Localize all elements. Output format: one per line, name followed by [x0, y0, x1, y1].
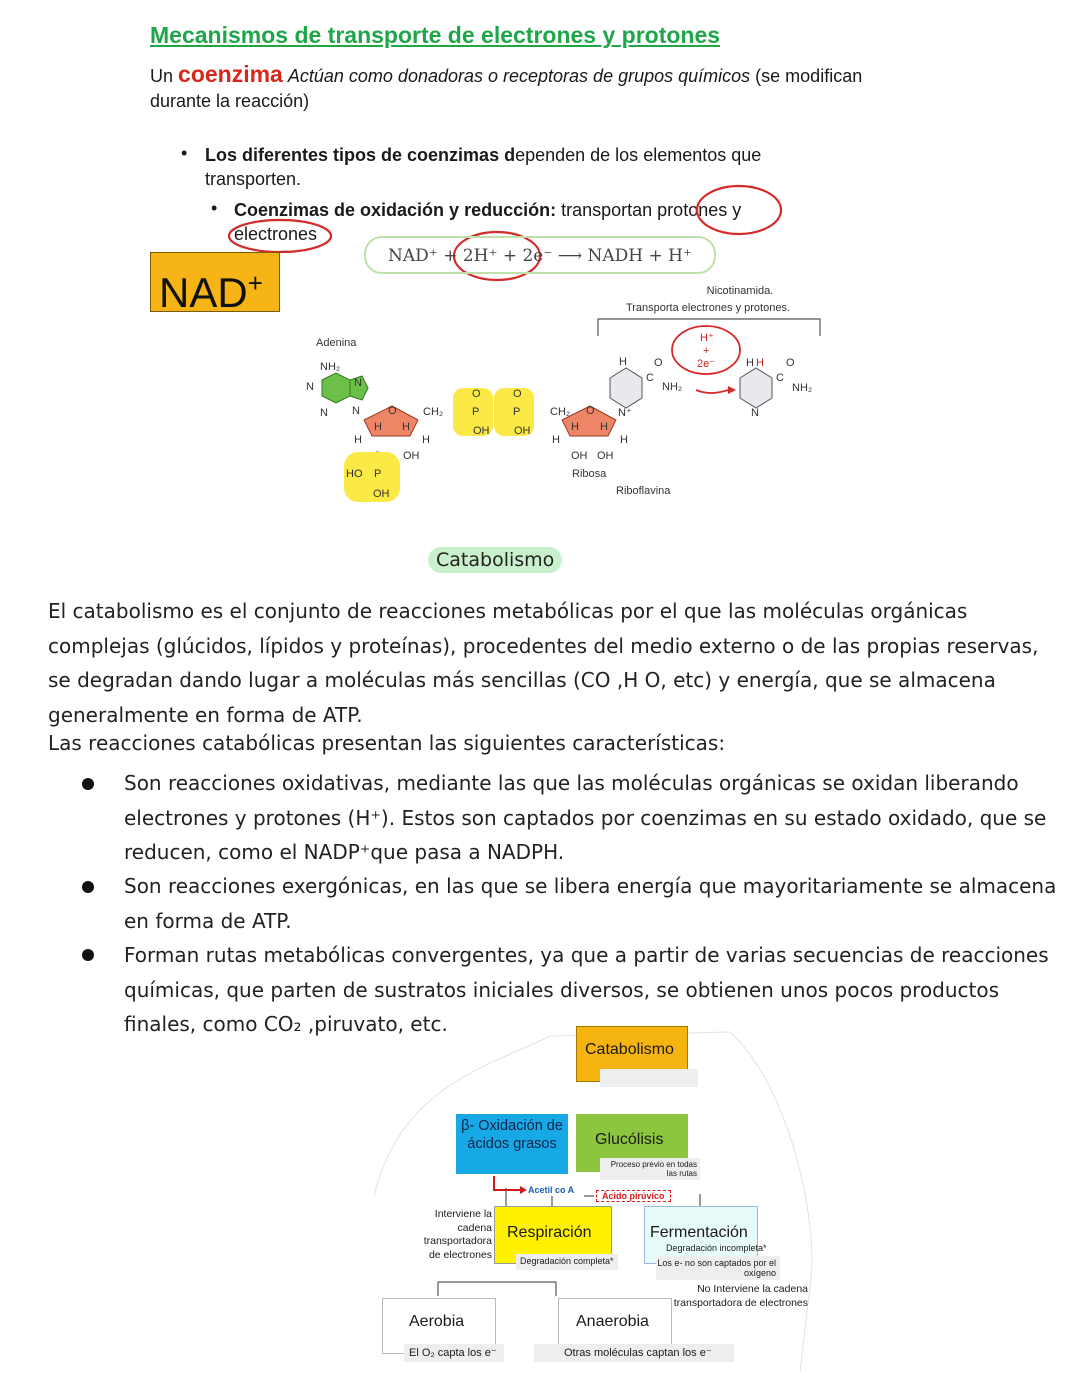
list-item: Son reacciones exergónicas, en las que se libera energía que mayoritariamente se almacena en forma de ATP.: [124, 874, 1057, 933]
list-bullet: [82, 881, 94, 893]
bullet-rest: ependen de los elementos que transporten.: [205, 145, 762, 189]
label-adenina: Adenina: [316, 337, 357, 349]
atom-h: H: [746, 357, 754, 369]
atom-h: H: [600, 421, 608, 433]
label-plus: +: [703, 345, 710, 357]
atom-nh2: NH₂: [792, 382, 813, 394]
circle-electrones: [229, 220, 331, 252]
bullet-bold: Coenzimas de oxidación y reducción:: [234, 200, 557, 220]
box-beta-oxidacion: β- Oxidación de ácidos grasos: [456, 1114, 568, 1174]
atom-h: H: [756, 357, 764, 369]
atom-h: H: [422, 434, 430, 446]
atom-n: N: [352, 405, 360, 417]
atom-p: P: [472, 406, 480, 418]
atom-nplus: N⁺: [618, 407, 632, 419]
atom-ho: HO: [346, 468, 363, 480]
catabolismo-intro-list: Las reacciones catabólicas presentan las siguientes características:: [48, 731, 726, 755]
list-item: Forman rutas metabólicas convergentes, ya que a partir de varias secuencias de reacciones químicas, que parten de sustratos iniciales diversos, se obtienen unos pocos productos finales, como CO₂ ,piruvato, etc.: [124, 943, 1049, 1036]
nad-molecule-diagram: [300, 280, 840, 505]
intro-prefix: Un: [150, 66, 174, 86]
list-item: Son reacciones oxidativas, mediante las que las moléculas orgánicas se oxidan liberando electrones y protones (H⁺). Estos son captados por coenzimas en su estado oxidado, que se reducen, como el NADP⁺que pasa a NADPH.: [124, 771, 1047, 864]
atom-ch2: CH₂: [550, 406, 571, 418]
label-no-interviene: No Interviene la cadena transportadora de electrones: [673, 1283, 808, 1309]
intro-italic: Actúan como donadoras o receptoras de grupos químicos: [287, 66, 751, 86]
bullet-dot: •: [211, 198, 218, 218]
pyridine-ring: [610, 368, 642, 408]
atom-h: H: [619, 356, 627, 368]
fermentacion-note-1: Degradación incompleta*: [666, 1243, 767, 1253]
box-anaerobia: Anaerobia: [558, 1298, 672, 1354]
nad-text: NAD: [159, 269, 248, 316]
label-acetil-coa: Acetil co A: [528, 1185, 575, 1195]
bullet-bold: Los diferentes tipos de coenzimas d: [205, 145, 516, 165]
atom-o: O: [513, 388, 522, 400]
label-riboflavina: Riboflavina: [616, 485, 671, 497]
atom-o: O: [472, 388, 481, 400]
atom-n: N: [320, 407, 328, 419]
catabolismo-heading: Catabolismo: [428, 547, 562, 573]
page-title: Mecanismos de transporte de electrones y protones: [150, 22, 721, 48]
atom-h: H: [374, 421, 382, 433]
bullet-rest: transportan: [561, 200, 653, 220]
list-bullet: [82, 778, 94, 790]
nad-sup: +: [247, 268, 263, 298]
atom-oh: OH: [571, 450, 588, 462]
reduction-arrow: [696, 390, 728, 393]
atom-oh: OH: [473, 425, 490, 437]
box-glucolisis: Glucólisis: [576, 1114, 688, 1172]
atom-o: O: [586, 405, 595, 417]
fermentacion-note-2: Los e- no son captados por el oxígeno: [656, 1256, 780, 1280]
pyridine-ring-reduced: [740, 368, 772, 408]
atom-nh2: NH₂: [320, 361, 341, 373]
catabolism-flow-diagram: [360, 1026, 820, 1372]
respiracion-note: Degradación completa*: [516, 1254, 618, 1270]
word-electrones: electrones: [234, 224, 318, 244]
atom-o: O: [786, 357, 795, 369]
nad-equation: NAD⁺ + 2H⁺ + 2e⁻ ⟶ NADH + H⁺: [364, 236, 716, 274]
catabolismo-definition: El catabolismo es el conjunto de reacciones metabólicas por el que las moléculas orgánicas complejas (glúcidos, lípidos y proteínas), procedentes del medio externo o de las propias reservas, se degradan dando lugar a moléculas más sencillas (CO ,H O, etc) y energía, que se almacena generalmente en forma de ATP.: [48, 599, 1039, 727]
box-catabolismo-shadow: [600, 1069, 698, 1087]
atom-oh: OH: [514, 425, 531, 437]
atom-ch2: CH₂: [423, 406, 444, 418]
label-h-plus: H⁺: [700, 332, 714, 344]
label-interviene: Interviene la cadena transportadora de electrones: [423, 1208, 492, 1261]
label-acido-piruvico: Ácido pirúvico: [596, 1190, 671, 1202]
box-aerobia: Aerobia: [382, 1298, 496, 1354]
label-transporta: Transporta electrones y protones.: [625, 302, 791, 314]
atom-oh: OH: [373, 488, 390, 500]
anaerobia-note: Otras moléculas captan los e⁻: [534, 1344, 734, 1362]
atom-h: H: [354, 434, 362, 446]
atom-h: H: [552, 434, 560, 446]
atom-h: H: [620, 434, 628, 446]
atom-n: N: [751, 407, 759, 419]
glucolisis-note: Proceso previo en todas las rutas: [600, 1158, 700, 1180]
nad-label: [150, 252, 280, 316]
label-nicotinamida: Nicotinamida.: [706, 285, 774, 297]
box-catabolismo: Catabolismo: [576, 1026, 688, 1082]
arrowhead: [728, 386, 736, 394]
box-fermentacion: Fermentación: [644, 1206, 758, 1264]
label-ribosa: Ribosa: [572, 468, 607, 480]
atom-h: H: [571, 421, 579, 433]
adenine-ring-6: [322, 373, 350, 403]
atom-oh: OH: [597, 450, 614, 462]
coenzima-term: coenzima: [178, 61, 283, 87]
circle-protones: [697, 186, 781, 234]
bullet-rest: y: [732, 200, 742, 220]
atom-c: C: [646, 372, 654, 384]
list-bullet: [82, 949, 94, 961]
box-respiracion: Respiración: [494, 1206, 612, 1264]
atom-h: H: [402, 421, 410, 433]
atom-p: P: [374, 468, 382, 480]
atom-p: P: [513, 406, 521, 418]
atom-n: N: [306, 381, 314, 393]
atom-oh: OH: [403, 450, 420, 462]
atom-o: O: [388, 405, 397, 417]
atom-n: N: [354, 377, 362, 389]
label-2e: 2e⁻: [697, 358, 716, 370]
bullet-dot: •: [181, 143, 188, 163]
aerobia-note: El O₂ capta los e⁻: [404, 1344, 504, 1362]
word-protones: protones: [657, 200, 728, 220]
atom-nh2: NH₂: [662, 381, 683, 393]
atom-c: C: [776, 372, 784, 384]
intro-suffix: (se modifican durante la reacción): [150, 66, 863, 111]
atom-o: O: [654, 357, 663, 369]
